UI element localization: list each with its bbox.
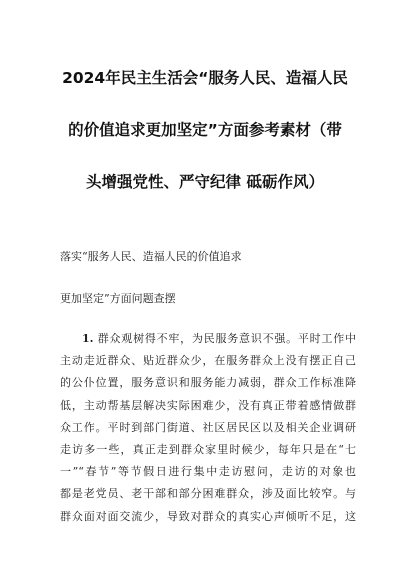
- document-title-line-3: 头增强党性、严守纪律 砥砺作风）: [86, 173, 324, 191]
- paragraph-line-2: 主动走近群众、贴近群众少，在服务群众上没有摆正自己: [60, 354, 356, 368]
- paragraph-line-3: 的公仆位置，服务意识和服务能力减弱，群众工作标准降: [60, 376, 356, 390]
- paragraph-line-8: 都是老党员、老干部和部分困难群众，涉及面比较窄。与: [60, 487, 356, 501]
- document-title-line-2: 的价值追求更加坚定”方面参考素材（带: [68, 121, 342, 139]
- paragraph-line-9: 群众面对面交流少，导致对群众的真实心声倾听不足，这: [60, 509, 356, 523]
- paragraph-line-6: 走访多一些，真正走到群众家里时候少，每年只是在“七: [60, 442, 356, 456]
- paragraph-line-4: 低，主动帮基层解决实际困难少，没有真正带着感情做群: [60, 398, 356, 412]
- body-paragraph: [60, 328, 356, 528]
- document-title-line-1: 2024年民主生活会“服务人民、造福人民: [62, 69, 348, 87]
- section-heading-line-2: 更加坚定”方面问题查摆: [60, 292, 176, 305]
- section-heading-line-1: 落实“服务人民、造福人民的价值追求: [60, 250, 242, 263]
- paragraph-line-1: [60, 328, 356, 350]
- paragraph-line-1-text: 群众观树得不牢，为民服务意识不强。平时工作中: [97, 332, 357, 345]
- paragraph-line-7: 一”“春节”等节假日进行集中走访慰问，走访的对象也: [60, 465, 356, 479]
- paragraph-line-5: 众工作。平时到部门街道、社区居民区以及相关企业调研: [60, 420, 356, 434]
- paragraph-number: 1.: [82, 332, 94, 345]
